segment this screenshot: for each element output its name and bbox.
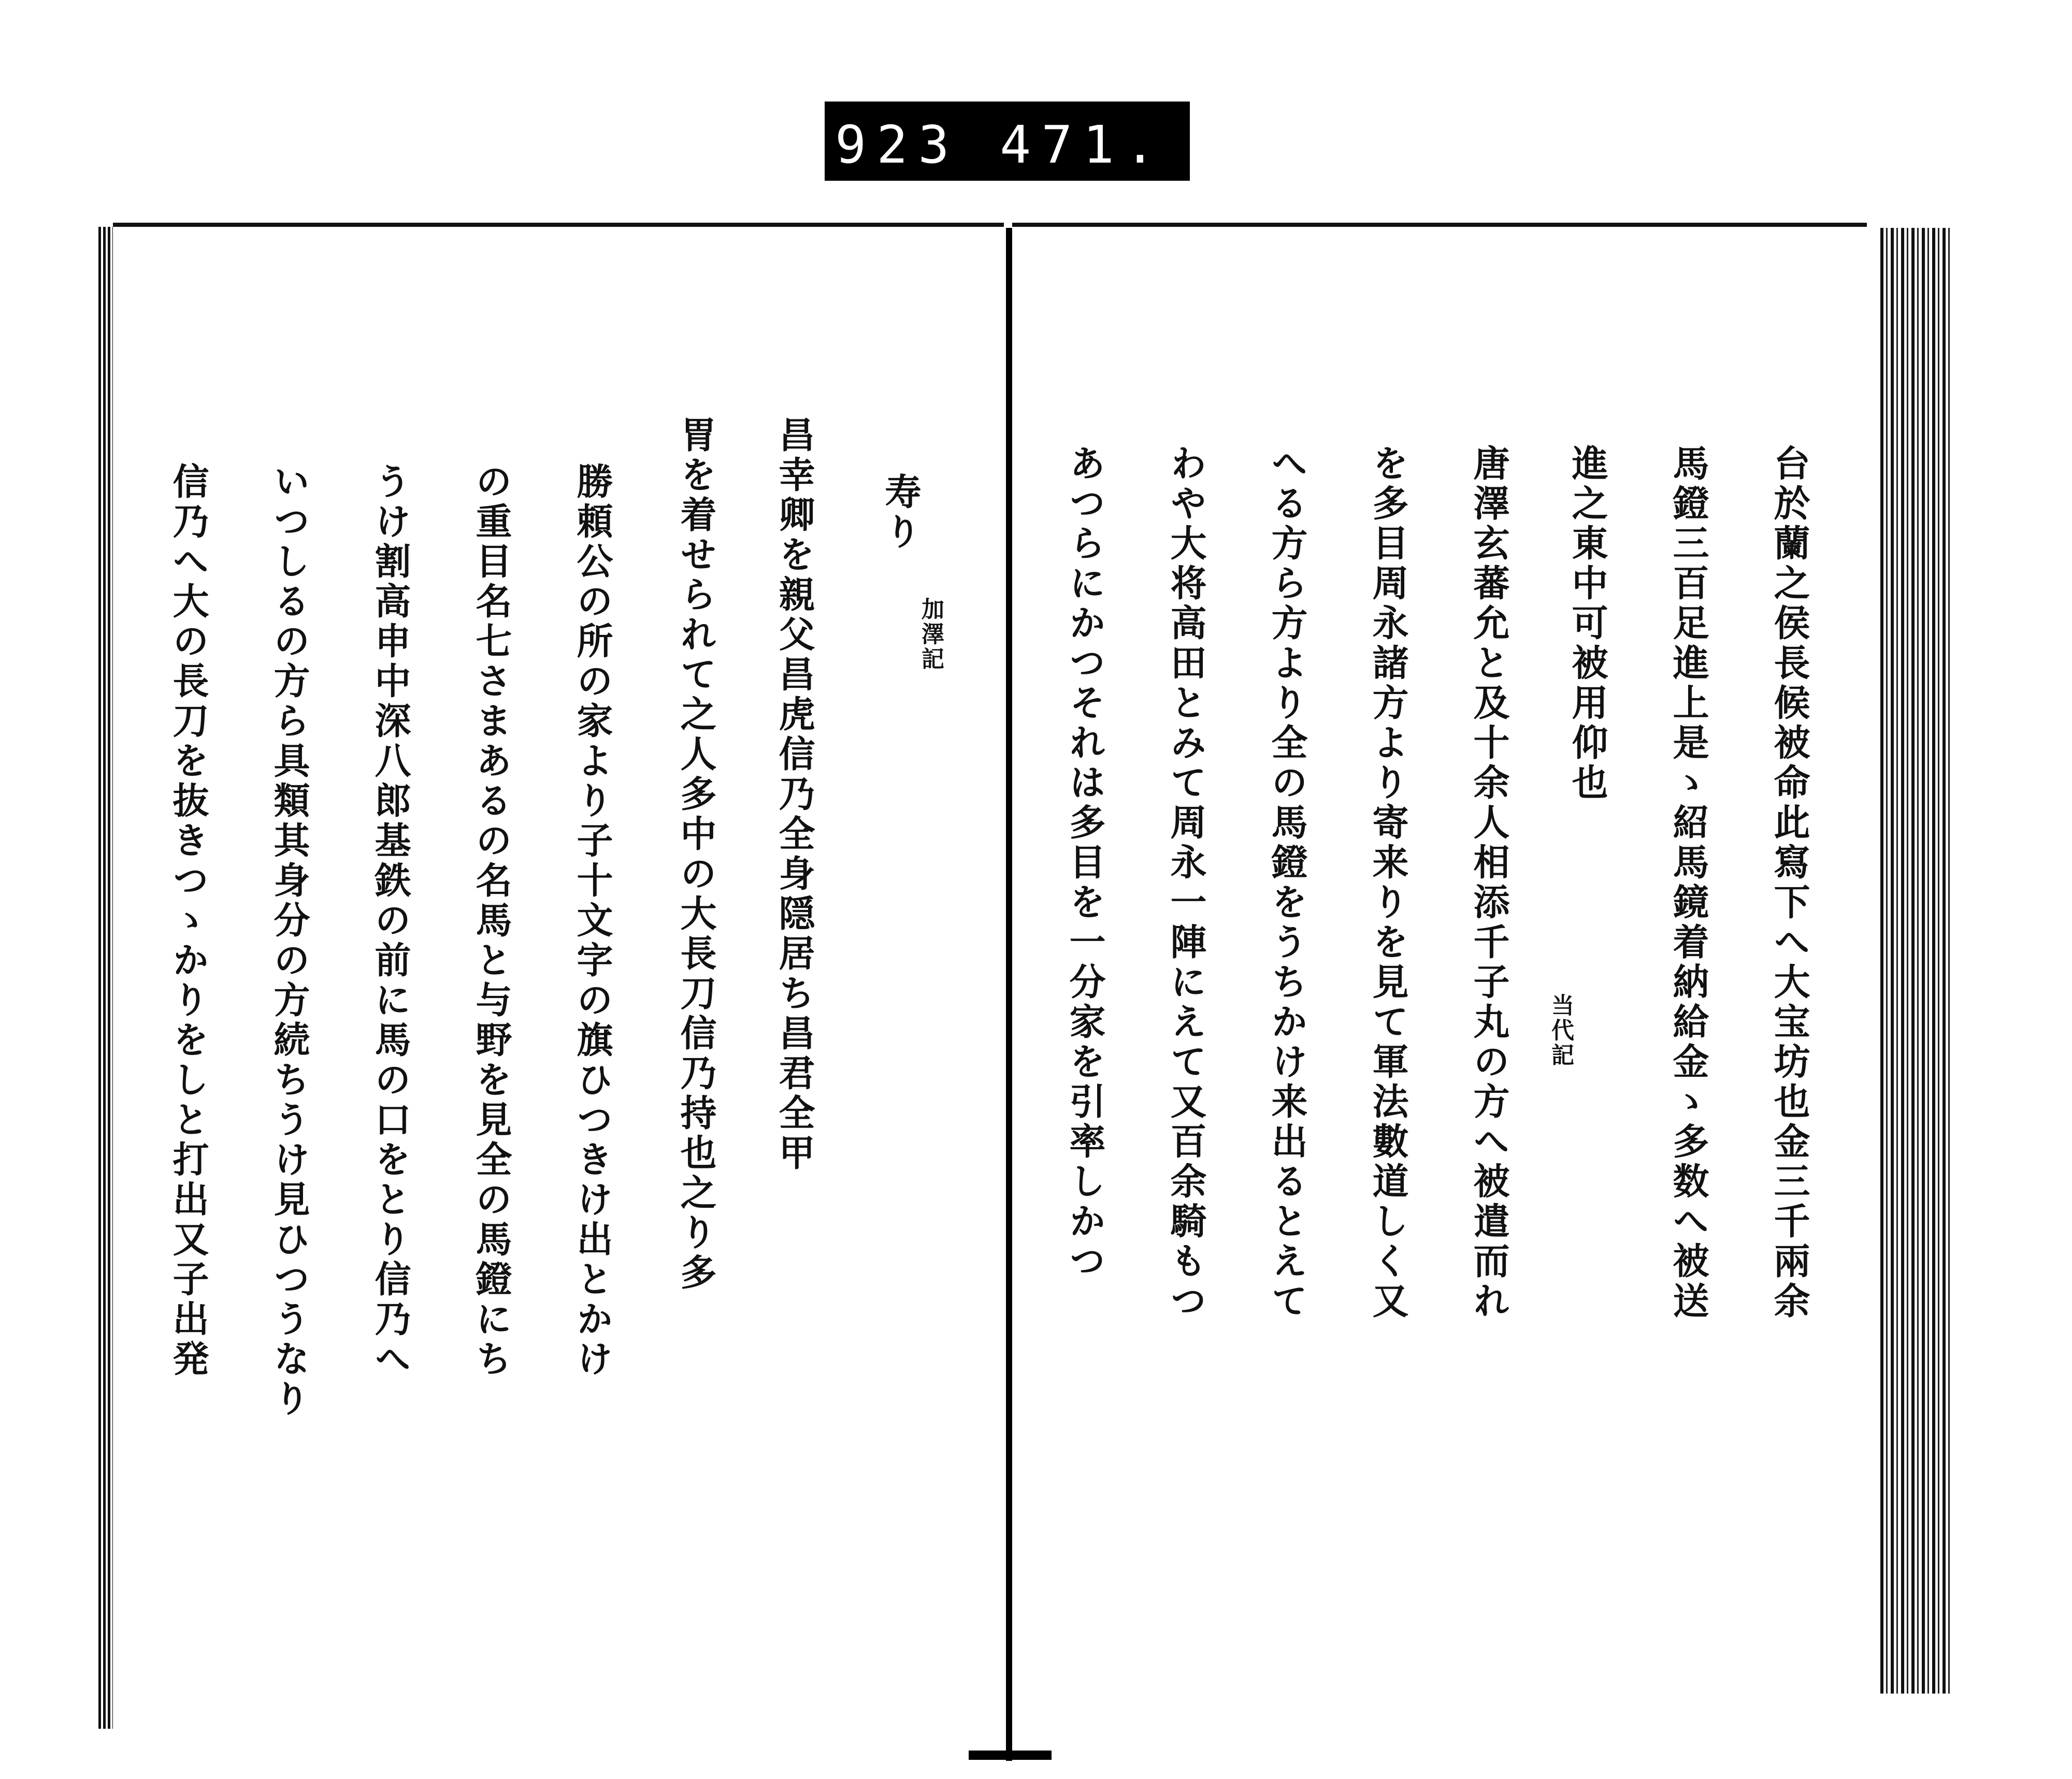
right-page-edge <box>1880 228 1953 1694</box>
left-page-line-6: いつしるの方ら具類其身分の方続ちうけ見ひつうなり <box>268 462 311 1420</box>
right-page-line-6: へる方ら方より全の馬鐙をうちかけ来出るとえて <box>1265 444 1308 1322</box>
right-page-line-3: 進之東中可被用仰也 <box>1566 444 1609 803</box>
left-page <box>113 223 1004 1744</box>
left-page-heading: 寿り <box>879 473 922 553</box>
right-page-line-1: 台於蘭之侯長候被命此寫下へ大宝坊也金三千兩余 <box>1768 444 1811 1322</box>
scan-number-left: 923 <box>835 114 960 175</box>
right-page <box>1012 223 1867 1744</box>
book-spine-foot <box>969 1751 1052 1760</box>
right-page-line-2: 馬鐙三百足進上是ゝ紹馬鏡着納給金ゝ多数へ被送 <box>1667 444 1710 1322</box>
right-page-line-8: あつらにかつそれは多目を一分家を引率しかつ <box>1063 444 1106 1282</box>
left-page-line-3: 勝頼公の所の家より子十文字の旗ひつきけ出とかけ <box>571 462 614 1380</box>
left-page-line-1: 昌幸卿を親父昌虎信乃全身隠居ち昌君全甲 <box>773 416 816 1174</box>
left-page-subheading: 加澤記 <box>917 597 944 672</box>
scan-number-label <box>825 102 1190 181</box>
open-book <box>98 218 1953 1761</box>
left-page-line-4: の重目名七さまあるの名馬と与野を見全の馬鐙にち <box>470 462 513 1380</box>
right-page-line-4: 唐澤玄蕃允と及十余人相添千子丸の方へ被遣而れ <box>1467 444 1510 1322</box>
scan-number-right: 471. <box>1000 114 1166 175</box>
left-page-line-2: 胃を着せられて之人多中の大長刀信乃持也之り多 <box>674 416 717 1293</box>
book-spine <box>1006 228 1012 1761</box>
right-page-line-7: わや大将高田とみて周永一陣にえて又百余騎もつ <box>1164 444 1207 1322</box>
right-page-line-5: を多目周永諸方より寄来りを見て軍法數道しく又 <box>1366 444 1409 1322</box>
right-page-note: 当代記 <box>1547 993 1574 1068</box>
left-page-line-7: 信乃へ大の長刀を抜きつゝかりをしと打出又子出発 <box>167 462 210 1380</box>
left-page-line-5: うけ割高申中深八郎基鉄の前に馬の口をとり信乃へ <box>369 462 412 1380</box>
